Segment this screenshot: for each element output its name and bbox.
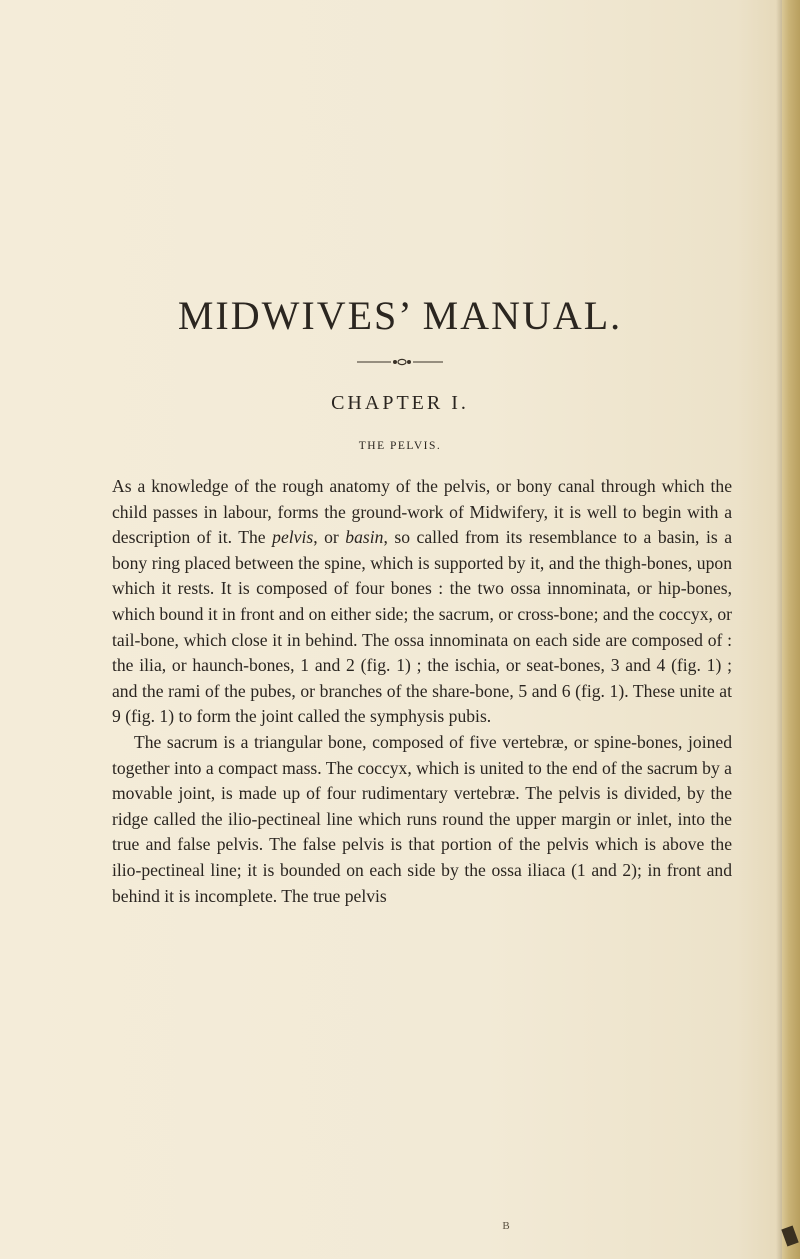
text-run: , so called from its resemblance to a basin, is a bony ring placed between the spine, which is supported by it, and the thigh-bones, upon which it rests. It is composed of four bones : the two ossa innominata, or hip-bones, which bound it in front and on either side; the sacrum, or cross-bone; and the coccyx, or tail-bone, which close it in behind. The ossa innominata on each side are composed of : the ilia, or haunch-bones, 1 and 2 (fig. 1) ; the ischia, or seat-bones, 3 and 4 (fig. 1) ; and the rami of the pubes, or branches of the share-bone, 5 and 6 (fig. 1). These unite at 9 (fig. 1) to form the joint called the symphysis pubis. — [112, 527, 733, 727]
text-run: , or — [313, 527, 346, 548]
body-text — [112, 474, 732, 909]
signature-mark — [0, 1220, 800, 1232]
italic-term: pelvis — [272, 527, 314, 548]
text-run: As a knowledge of the rough anatomy of the pelvis, or bony canal through which the child passes in labour, forms the ground-work of Midwifery, it is well to begin with a description of it. The — [112, 476, 732, 548]
text-run: The sacrum is a triangular bone, composed of five vertebræ, or spine-bones, joined together into a compact mass. The coccyx, which is united to the end of the sacrum by a movable joint, is made up of four rudimentary vertebræ. The pelvis is divided, by the ridge called the ilio-pectineal line which runs round the upper margin or inlet, into the true and false pelvis. The false pelvis is that portion of the pelvis which is above the ilio-pectineal line; it is bounded on each side by the ossa iliaca (1 and 2); in front and behind it is incomplete. The true pelvis — [112, 731, 732, 906]
paragraph-2 — [112, 730, 732, 909]
book-title: MIDWIVES’ MANUAL. — [177, 293, 623, 338]
italic-term: basin — [345, 527, 384, 548]
page-edge — [782, 0, 800, 1259]
ornament-rule — [355, 355, 445, 369]
signature-letter: B — [502, 1220, 510, 1232]
chapter-heading: CHAPTER I. — [331, 392, 469, 414]
paragraph-1 — [112, 474, 732, 730]
section-heading: THE PELVIS. — [358, 440, 442, 452]
